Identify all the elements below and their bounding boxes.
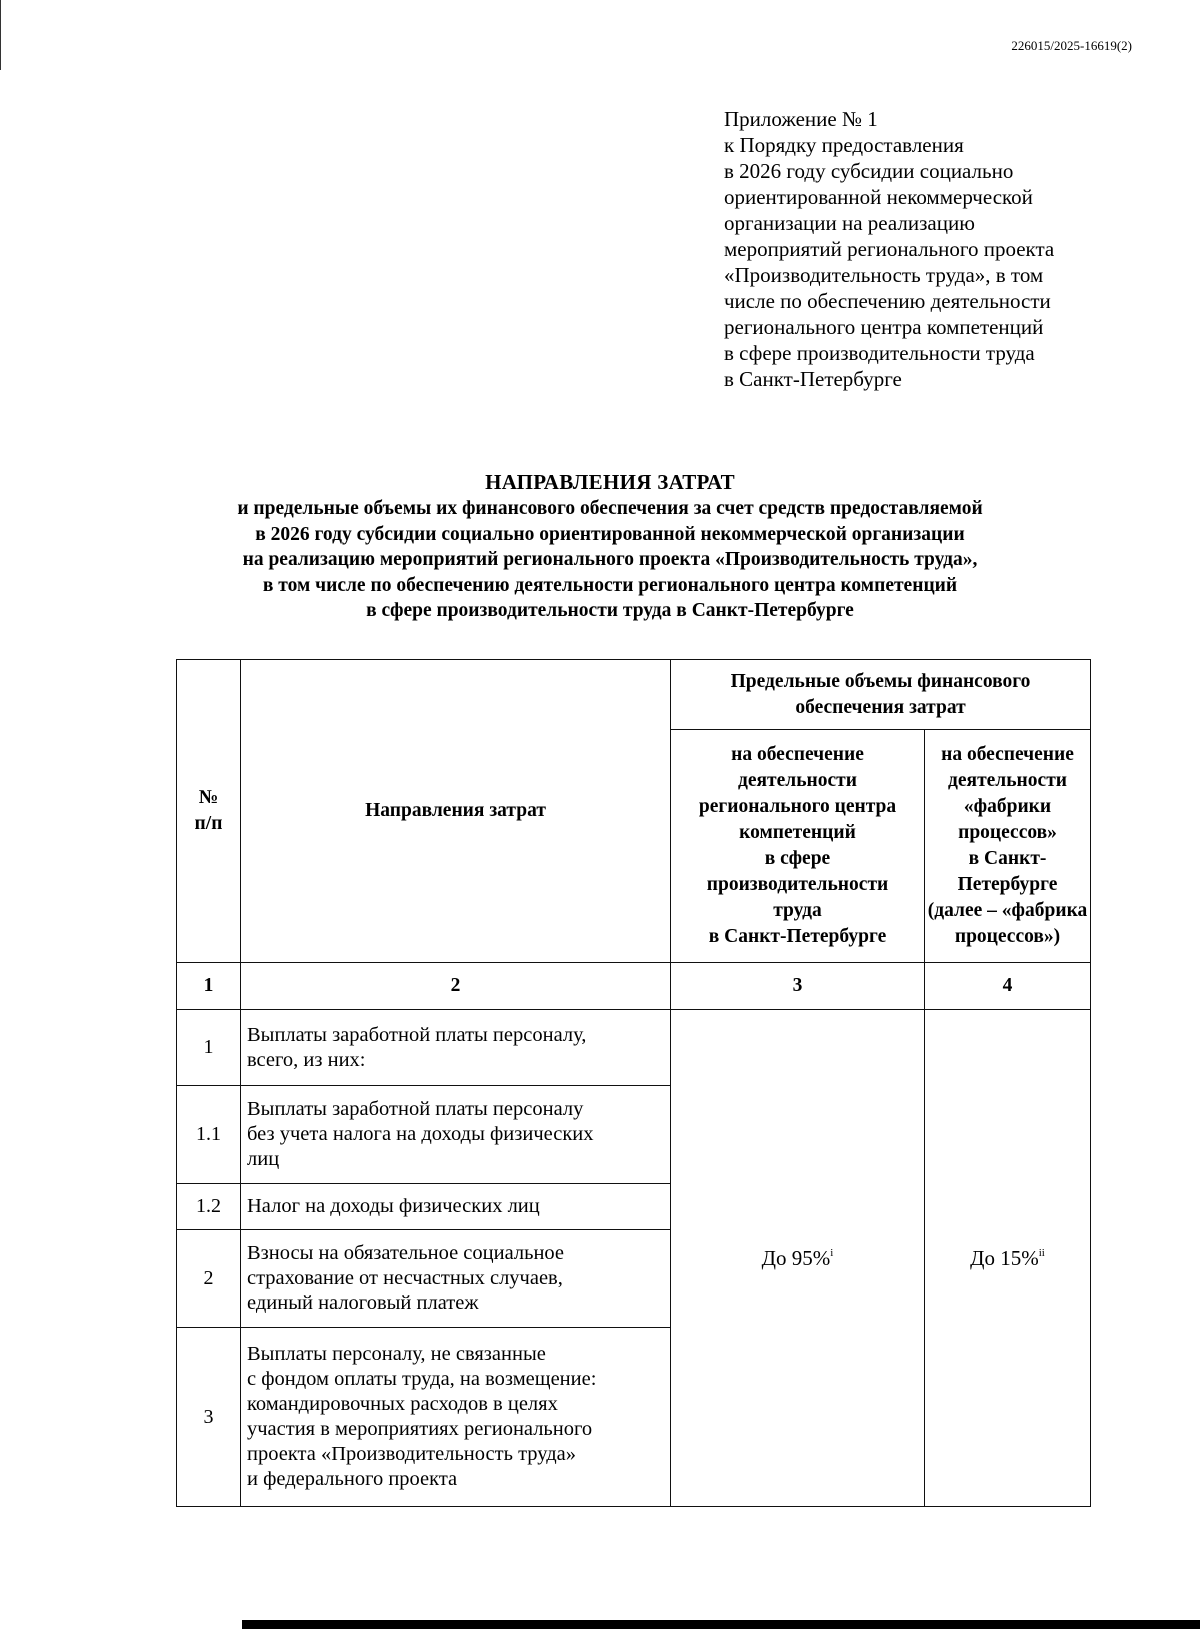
row-line: командировочных расходов в целях [247,1393,558,1415]
row-line: страхование от несчастных случаев, [247,1267,563,1289]
footnote-marker: ii [1038,1246,1045,1259]
row-number: 2 [177,1230,241,1328]
header-line: деятельности [948,770,1068,791]
header-line: процессов» [958,822,1057,843]
row-number: 1.2 [177,1184,241,1230]
row-line: единый налоговый платеж [247,1292,479,1314]
limit-competence-center [671,1010,925,1507]
header-line: п/п [194,813,223,834]
row-line: и федерального проекта [247,1468,458,1490]
row-line: лиц [247,1148,280,1170]
column-number: 3 [671,963,925,1010]
column-number: 2 [241,963,671,1010]
table-row [177,1010,1091,1086]
limit-value: До 95% [761,1245,831,1270]
header-line: обеспечения затрат [795,696,966,718]
column-number: 4 [925,963,1091,1010]
row-line: Налог на доходы физических лиц [247,1195,540,1217]
limit-value: До 15% [970,1245,1039,1270]
row-line: Взносы на обязательное социальное [247,1242,565,1264]
document-title: НАПРАВЛЕНИЯ ЗАТРАТ [485,470,735,494]
header-line: процессов») [954,926,1061,947]
row-line: проекта «Производительность труда» [247,1443,576,1465]
header-line: (далее – «фабрика [927,900,1088,921]
row-line: участия в мероприятиях регионального [247,1418,593,1440]
appendix-note [724,106,1054,392]
row-direction [241,1010,671,1086]
header-line: в Санкт-Петербурге [957,848,1058,895]
row-line: всего, из них: [247,1048,366,1071]
header-line: деятельности [737,770,857,791]
header-line: Предельные объемы финансового [730,670,1031,692]
footnote-marker: i [830,1246,834,1259]
row-number: 1 [177,1010,241,1086]
header-line: Направления затрат [365,800,546,821]
header-line: на обеспечение [941,744,1074,765]
column-number: 1 [177,963,241,1010]
header-competence-center [671,730,925,963]
column-numbers-row [177,963,1091,1010]
header-line: регионального центра [698,796,897,817]
appendix-line: числе по обеспечению деятельности [724,289,1051,313]
header-line: производительности [706,874,889,895]
subtitle-line: и предельные объемы их финансового обеспечения за счет средств предоставляемой [237,498,983,519]
header-line: «фабрики [963,796,1052,817]
row-number: 1.1 [177,1086,241,1184]
header-line: в сфере [764,848,831,869]
row-number: 3 [177,1328,241,1507]
row-direction [241,1086,671,1184]
row-direction [241,1184,671,1230]
appendix-line: в сфере производительности труда [724,341,1035,365]
table-header-row [177,660,1091,730]
header-limit-group [671,660,1091,730]
appendix-line: в 2026 году субсидии социально [724,159,1014,183]
subtitle-line: на реализацию мероприятий регионального проекта «Производительность труда», [242,549,978,570]
row-line: Выплаты заработной платы персоналу [247,1098,584,1120]
appendix-line: «Производительность труда», в том [724,263,1044,287]
subtitle-line: в том числе по обеспечению деятельности регионального центра компетенций [262,574,958,596]
row-line: Выплаты персоналу, не связанные [247,1343,546,1365]
subtitle-line: в 2026 году субсидии социально ориентированной некоммерческой организации [255,523,965,545]
appendix-line: мероприятий регионального проекта [724,237,1055,261]
header-number [177,660,241,963]
scan-edge-line [0,0,1,70]
header-line: № [198,787,219,808]
header-line: труда [773,900,822,921]
header-line: в Санкт-Петербурге [708,926,887,947]
row-line: с фондом оплаты труда, на возмещение: [247,1368,597,1390]
header-direction [241,660,671,963]
row-direction [241,1328,671,1507]
appendix-line: ориентированной некоммерческой [724,185,1033,209]
appendix-line: Приложение № 1 [724,107,878,131]
row-line: без учета налога на доходы физических [247,1123,594,1145]
document-number: 226015/2025-16619(2) [1011,38,1132,53]
appendix-line: регионального центра компетенций [724,315,1044,339]
header-line: компетенций [739,822,856,843]
row-direction [241,1230,671,1328]
scan-bottom-edge [242,1620,1200,1629]
limit-process-factory [925,1010,1091,1507]
document-title-block [110,468,1110,624]
row-line: Выплаты заработной платы персоналу, [247,1023,587,1046]
subtitle-line: в сфере производительности труда в Санкт-Петербурге [366,600,854,621]
header-line: на обеспечение [731,744,864,765]
appendix-line: в Санкт-Петербурге [724,367,902,391]
header-process-factory [925,730,1091,963]
document-subtitle [110,496,1110,624]
cost-directions-table [176,659,1091,1507]
appendix-line: к Порядку предоставления [724,133,964,157]
appendix-line: организации на реализацию [724,211,975,235]
